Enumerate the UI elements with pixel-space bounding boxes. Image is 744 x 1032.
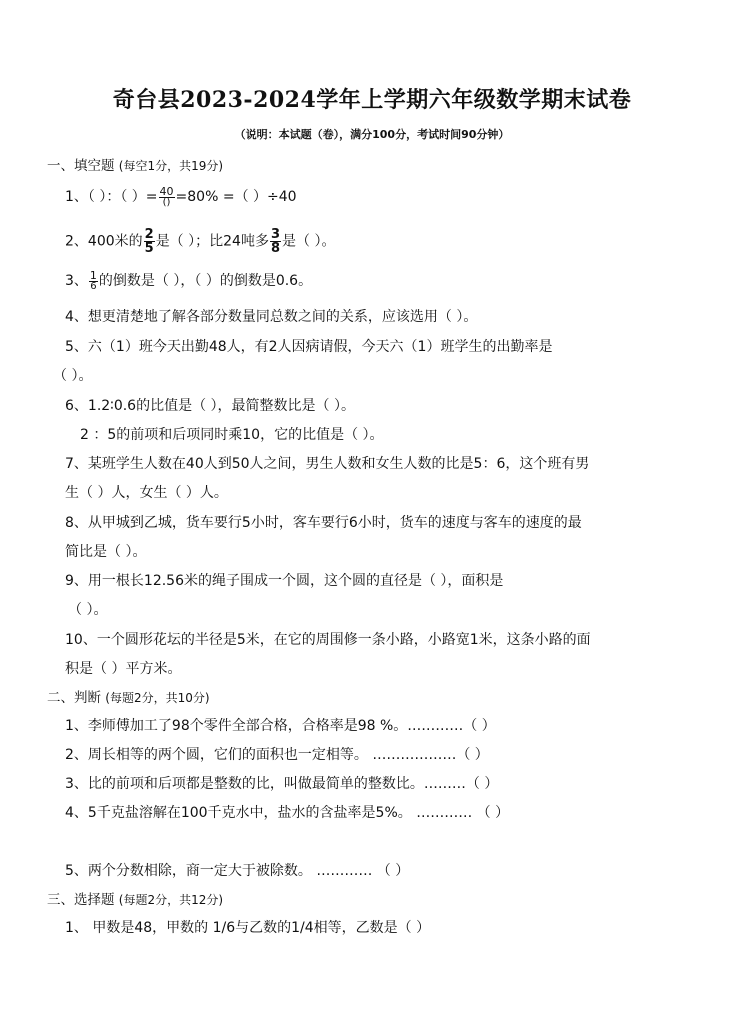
section-score-note: (每题2分，共10分) xyxy=(105,691,210,705)
judgment-4: 4、5千克盐溶解在100千克水中，盐水的含盐率是5%。 ………… （ ） xyxy=(65,805,510,821)
section-title: 三、选择题 xyxy=(47,892,115,908)
question-10: 10、一个圆形花坛的半径是5米，在它的周围修一条小路，小路宽1米，这条小路的面 xyxy=(65,632,591,648)
question-text: 是（ ）；比24吨多 xyxy=(155,233,269,250)
question-4: 4、想更清楚地了解各部分数量同总数之间的关系，应该选用（ ）。 xyxy=(65,309,478,325)
question-7-continued: 生（ ）人，女生（ ）人。 xyxy=(65,485,228,501)
fraction-denominator: () xyxy=(162,197,171,208)
question-9: 9、用一根长12.56米的绳子围成一个圆，这个圆的直径是（ ），面积是 xyxy=(65,573,504,589)
fraction-denominator: 8 xyxy=(270,241,280,256)
section-heading-choice xyxy=(47,890,223,910)
section-title: 一、填空题 xyxy=(47,158,115,174)
question-10-continued: 积是（ ）平方米。 xyxy=(65,661,182,677)
fraction-numerator: 1 xyxy=(89,269,97,282)
question-8: 8、从甲城到乙城，货车要行5小时，客车要行6小时，货车的速度与客车的速度的最 xyxy=(65,515,582,531)
fraction-denominator: 5 xyxy=(144,241,154,256)
fraction-numerator: 2 xyxy=(144,227,154,242)
question-text: 3、 xyxy=(65,273,88,289)
question-6: 6、1.2∶0.6的比值是（ ），最简整数比是（ ）。 xyxy=(65,398,355,414)
judgment-5: 5、两个分数相除，商一定大于被除数。 ………… （ ） xyxy=(65,863,410,879)
exam-title: 奇台县2023-2024学年上学期六年级数学期末试卷 xyxy=(112,87,632,113)
question-text: 是（ ）。 xyxy=(282,233,336,250)
question-text: =80% =（ ）÷40 xyxy=(175,189,297,205)
question-text: 1、（ ）：（ ）= xyxy=(65,189,158,205)
question-8-continued: 简比是（ ）。 xyxy=(65,544,147,560)
question-5-continued: （ ）。 xyxy=(53,368,93,384)
fraction xyxy=(144,228,155,255)
judgment-3: 3、比的前项和后项都是整数的比，叫做最简单的整数比。………（ ） xyxy=(65,776,499,792)
question-9-continued: （ ）。 xyxy=(68,602,108,618)
judgment-1: 1、李师傅加工了98个零件全部合格，合格率是98 %。…………（ ） xyxy=(65,718,496,734)
section-heading-fill-blank xyxy=(47,156,223,176)
fraction xyxy=(270,228,281,255)
question-text: 2、400米的 xyxy=(65,233,143,250)
question-7: 7、某班学生人数在40人到50人之间，男生人数和女生人数的比是5：6，这个班有男 xyxy=(65,456,590,472)
fraction-denominator: 6 xyxy=(90,281,97,292)
fraction xyxy=(159,186,175,208)
question-5: 5、六（1）班今天出勤48人，有2人因病请假，今天六（1）班学生的出勤率是 xyxy=(65,339,553,355)
question-text: 的倒数是（ ），（ ）的倒数是0.6。 xyxy=(98,273,313,289)
fraction-numerator: 3 xyxy=(270,227,280,242)
section-title: 二、判断 xyxy=(47,690,101,706)
question-3 xyxy=(65,270,312,292)
section-score-note: (每题2分，共12分) xyxy=(118,893,224,907)
judgment-2: 2、周长相等的两个圆，它们的面积也一定相等。 ………………（ ） xyxy=(65,747,489,763)
section-heading-judgment xyxy=(47,688,210,708)
fraction-numerator: 40 xyxy=(159,185,174,198)
question-1 xyxy=(65,186,297,208)
fraction xyxy=(89,270,98,292)
section-score-note: (每空1分，共19分) xyxy=(118,159,224,173)
question-6-part-2: 2 ：5的前项和后项同时乘10，它的比值是（ ）。 xyxy=(80,427,384,443)
question-2 xyxy=(65,228,335,255)
exam-instructions: （说明：本试题（卷），满分100分，考试时间90分钟） xyxy=(234,128,510,141)
choice-1: 1、 甲数是48，甲数的 1/6与乙数的1/4相等，乙数是（ ） xyxy=(65,920,431,936)
